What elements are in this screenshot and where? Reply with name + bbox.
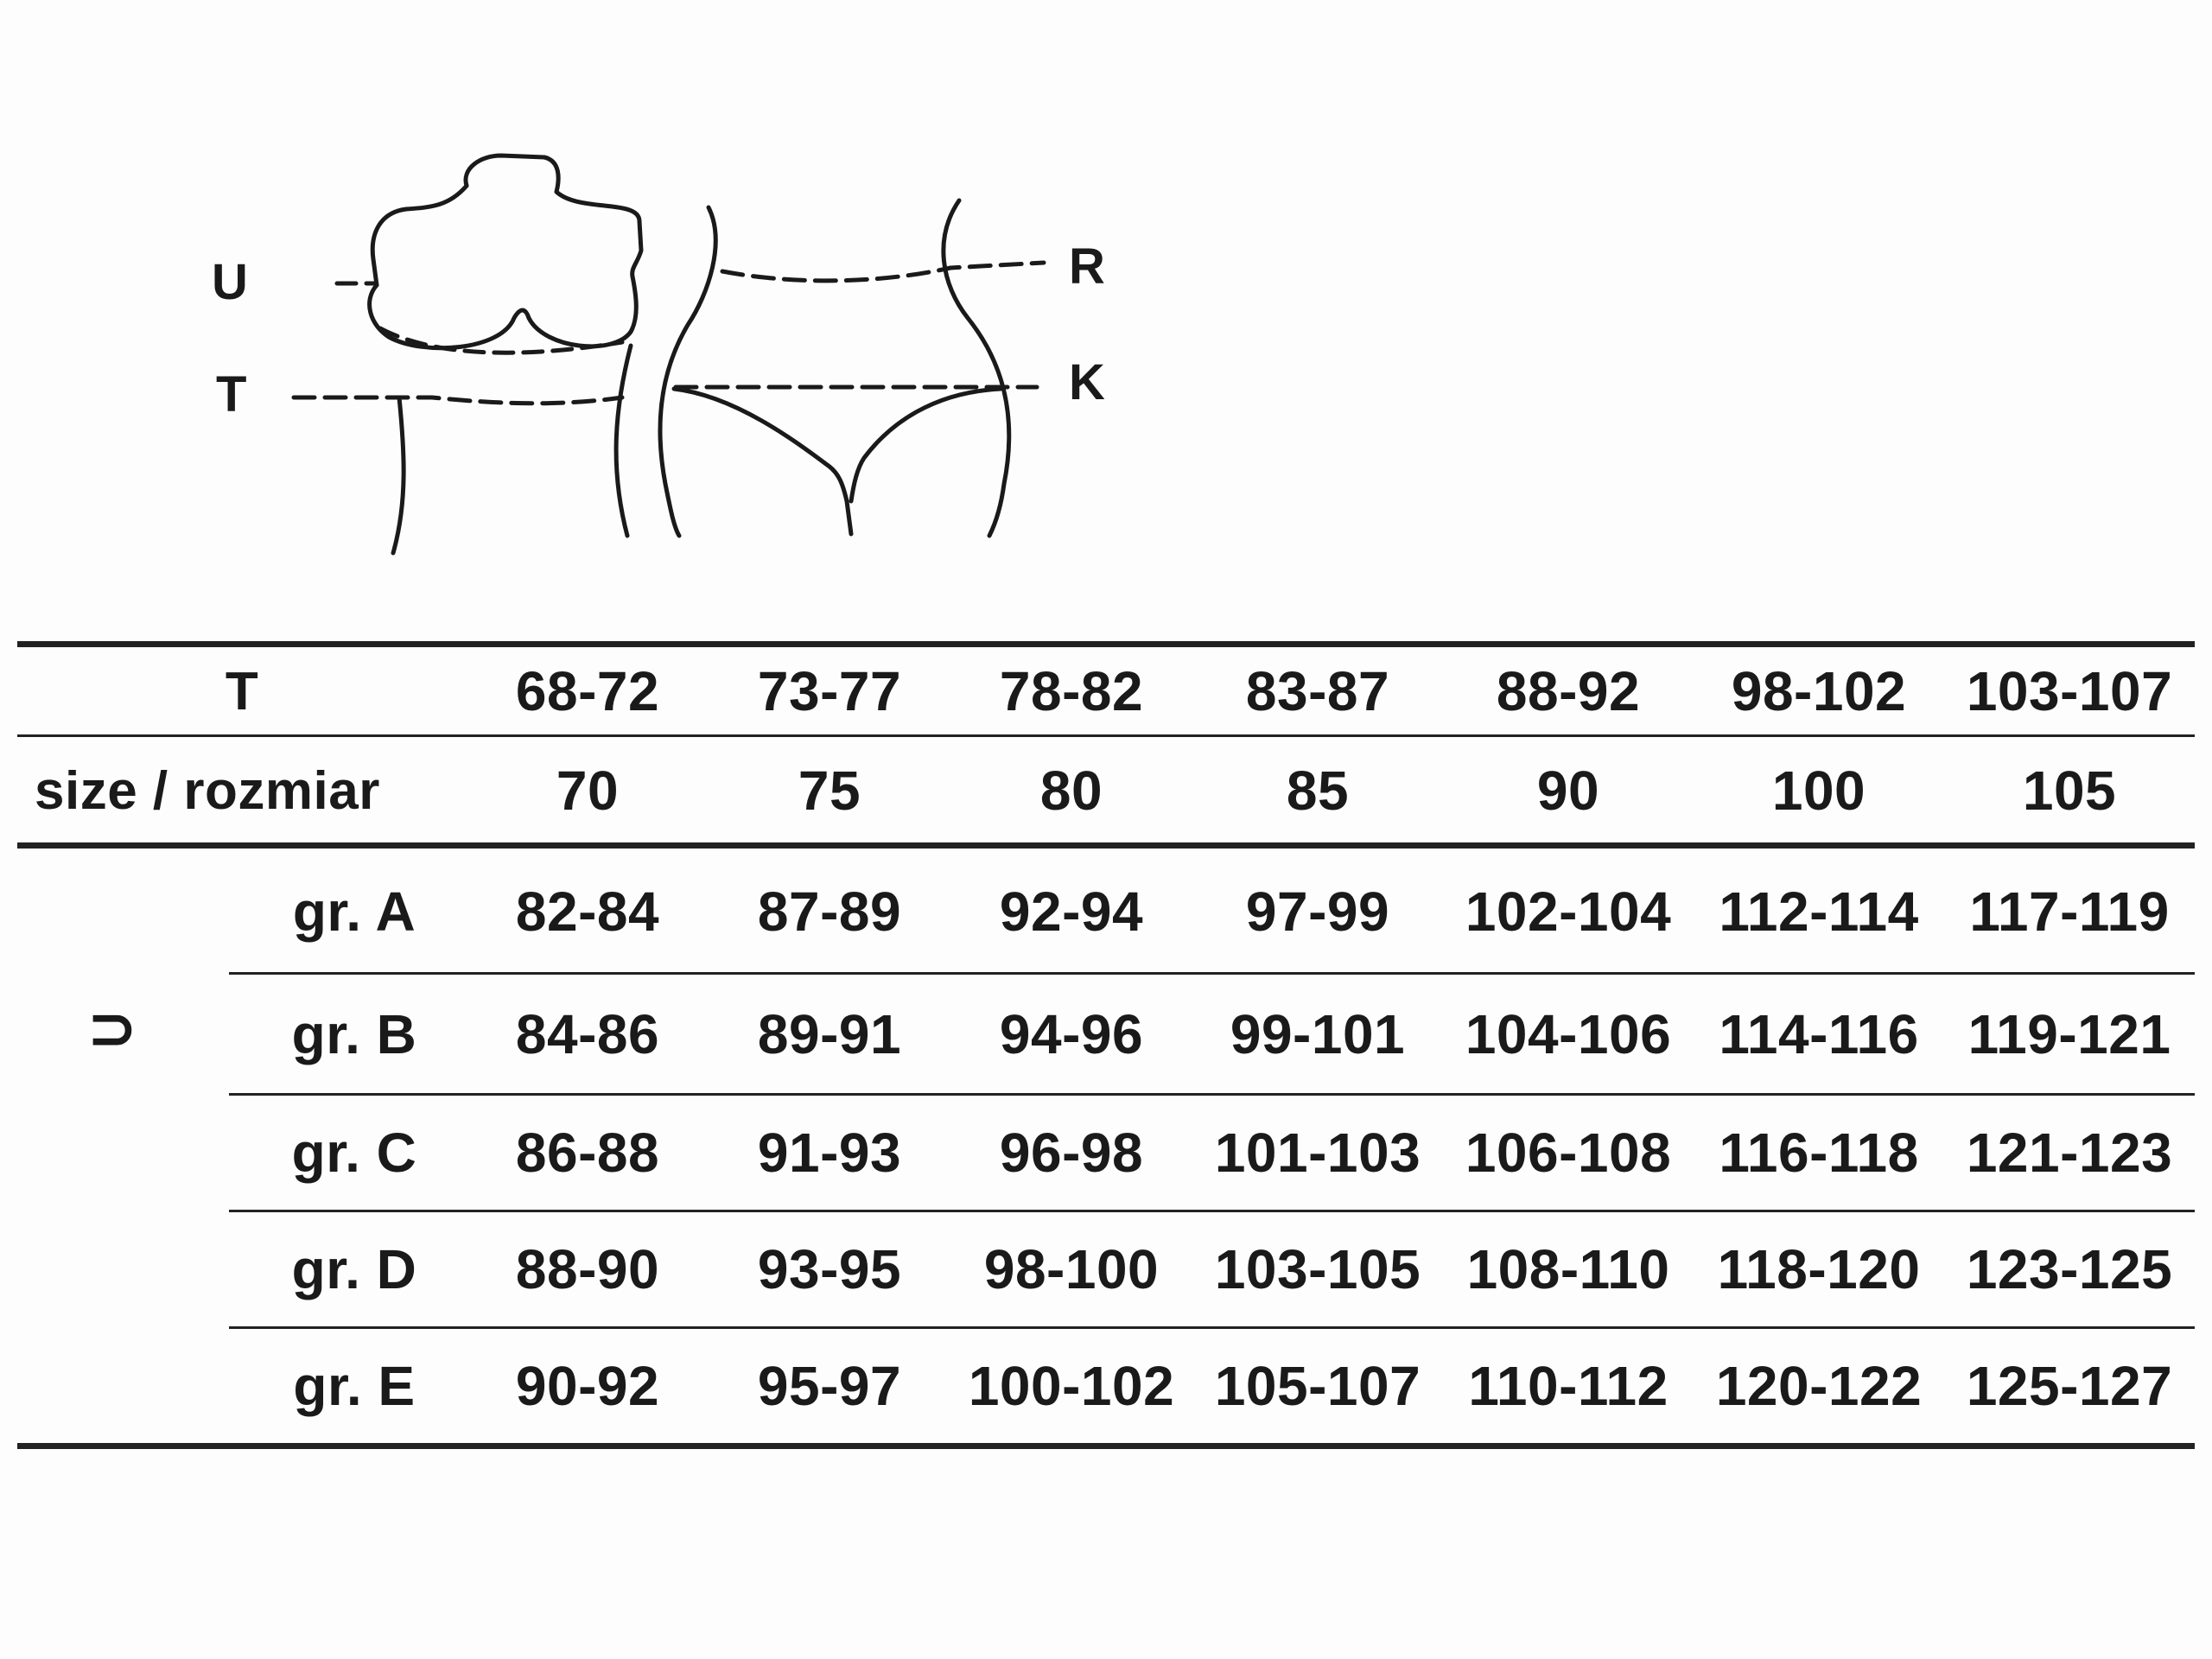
table-cell: 83-87 (1245, 660, 1390, 722)
table-cell: 110-112 (1468, 1355, 1669, 1417)
row-label: gr. A (292, 880, 416, 943)
table-rule-top (17, 641, 2195, 647)
table-cell: 75 (798, 760, 861, 822)
table-rule-bottom (17, 1443, 2195, 1449)
table-cell: 91-93 (757, 1122, 902, 1184)
table-cell: 96-98 (999, 1122, 1144, 1184)
underbust-measure-line-t (294, 397, 622, 404)
body-outline-drawing (173, 156, 1210, 562)
row-label: gr. B (291, 1002, 417, 1065)
right-breast-outline (529, 276, 636, 346)
table-cell: 92-94 (999, 880, 1144, 943)
table-cell: 105-107 (1214, 1355, 1421, 1417)
table-cell: 125-127 (1966, 1355, 2173, 1417)
table-cell: 100-102 (968, 1355, 1175, 1417)
waist-left-outline (660, 207, 715, 536)
row-label: gr. E (293, 1355, 416, 1417)
brief-outline (674, 389, 851, 534)
table-row-group-b (17, 975, 2195, 1093)
waist-measure-line-r (722, 263, 1044, 281)
table-rule-header-bottom (17, 842, 2195, 849)
table-cell: 98-102 (1731, 660, 1907, 722)
table-cell: 98-100 (983, 1238, 1160, 1300)
row-label: size / rozmiar (35, 760, 380, 821)
table-row-group-e (17, 1329, 2195, 1443)
table-cell: 68-72 (515, 660, 660, 722)
table-cell: 89-91 (757, 1002, 902, 1065)
table-row-group-c (17, 1096, 2195, 1210)
table-cell: 101-103 (1214, 1122, 1421, 1184)
table-cell: 118-120 (1717, 1238, 1921, 1300)
brief-outline-right (851, 389, 1001, 501)
table-cell: 80 (1039, 760, 1103, 822)
table-cell: 108-110 (1466, 1238, 1670, 1300)
label-t: T (216, 366, 247, 423)
table-cell: 121-123 (1966, 1122, 2173, 1184)
row-label: T (225, 661, 259, 721)
table-cell: 119-121 (1967, 1002, 2171, 1065)
torso-right-side (616, 346, 631, 536)
torso-neck-outline (466, 156, 641, 276)
table-row-group-d (17, 1212, 2195, 1326)
size-table (17, 631, 2195, 1452)
table-cell: 85 (1286, 760, 1350, 822)
torso-left-shoulder-outline (372, 186, 467, 285)
table-cell: 117-119 (1969, 880, 2170, 943)
table-cell: 103-105 (1214, 1238, 1421, 1300)
label-r: R (1069, 238, 1105, 295)
table-cell: 103-107 (1966, 660, 2173, 722)
table-cell: 94-96 (999, 1002, 1144, 1065)
table-cell: 99-101 (1230, 1002, 1406, 1065)
table-cell: 100 (1771, 760, 1866, 822)
measurement-illustration (173, 156, 1210, 562)
table-cell: 116-118 (1719, 1122, 1919, 1184)
table-cell: 120-122 (1715, 1355, 1923, 1417)
table-cell: 78-82 (999, 660, 1144, 722)
row-label: gr. D (291, 1238, 417, 1300)
table-cell: 95-97 (757, 1355, 902, 1417)
table-row-underbust (17, 648, 2195, 734)
table-row-group-a (17, 851, 2195, 972)
table-cell: 105 (2022, 760, 2117, 822)
table-cell: 82-84 (515, 880, 660, 943)
table-row-size (17, 739, 2195, 842)
table-cell: 73-77 (757, 660, 902, 722)
table-cell: 112-114 (1719, 880, 1919, 943)
table-cell: 93-95 (757, 1238, 902, 1300)
waist-right-outline (944, 200, 1009, 536)
table-cell: 88-92 (1496, 660, 1641, 722)
table-cell: 86-88 (515, 1122, 660, 1184)
table-cell: 97-99 (1245, 880, 1390, 943)
table-cell: 90-92 (515, 1355, 660, 1417)
table-rule-header (17, 734, 2195, 737)
table-cell: 104-106 (1465, 1002, 1672, 1065)
bust-group-symbol: ⊃ (86, 995, 138, 1062)
table-cell: 102-104 (1465, 880, 1672, 943)
left-breast-outline (370, 285, 529, 348)
label-u: U (212, 254, 248, 310)
table-cell: 123-125 (1966, 1238, 2173, 1300)
table-cell: 88-90 (515, 1238, 660, 1300)
label-k: K (1069, 354, 1105, 410)
table-cell: 70 (556, 760, 620, 822)
table-cell: 87-89 (757, 880, 902, 943)
table-cell: 106-108 (1465, 1122, 1672, 1184)
table-cell: 114-116 (1719, 1002, 1919, 1065)
table-cell: 84-86 (515, 1002, 660, 1065)
table-cell: 90 (1536, 760, 1600, 822)
row-label: gr. C (291, 1122, 417, 1184)
torso-left-side (393, 397, 404, 553)
